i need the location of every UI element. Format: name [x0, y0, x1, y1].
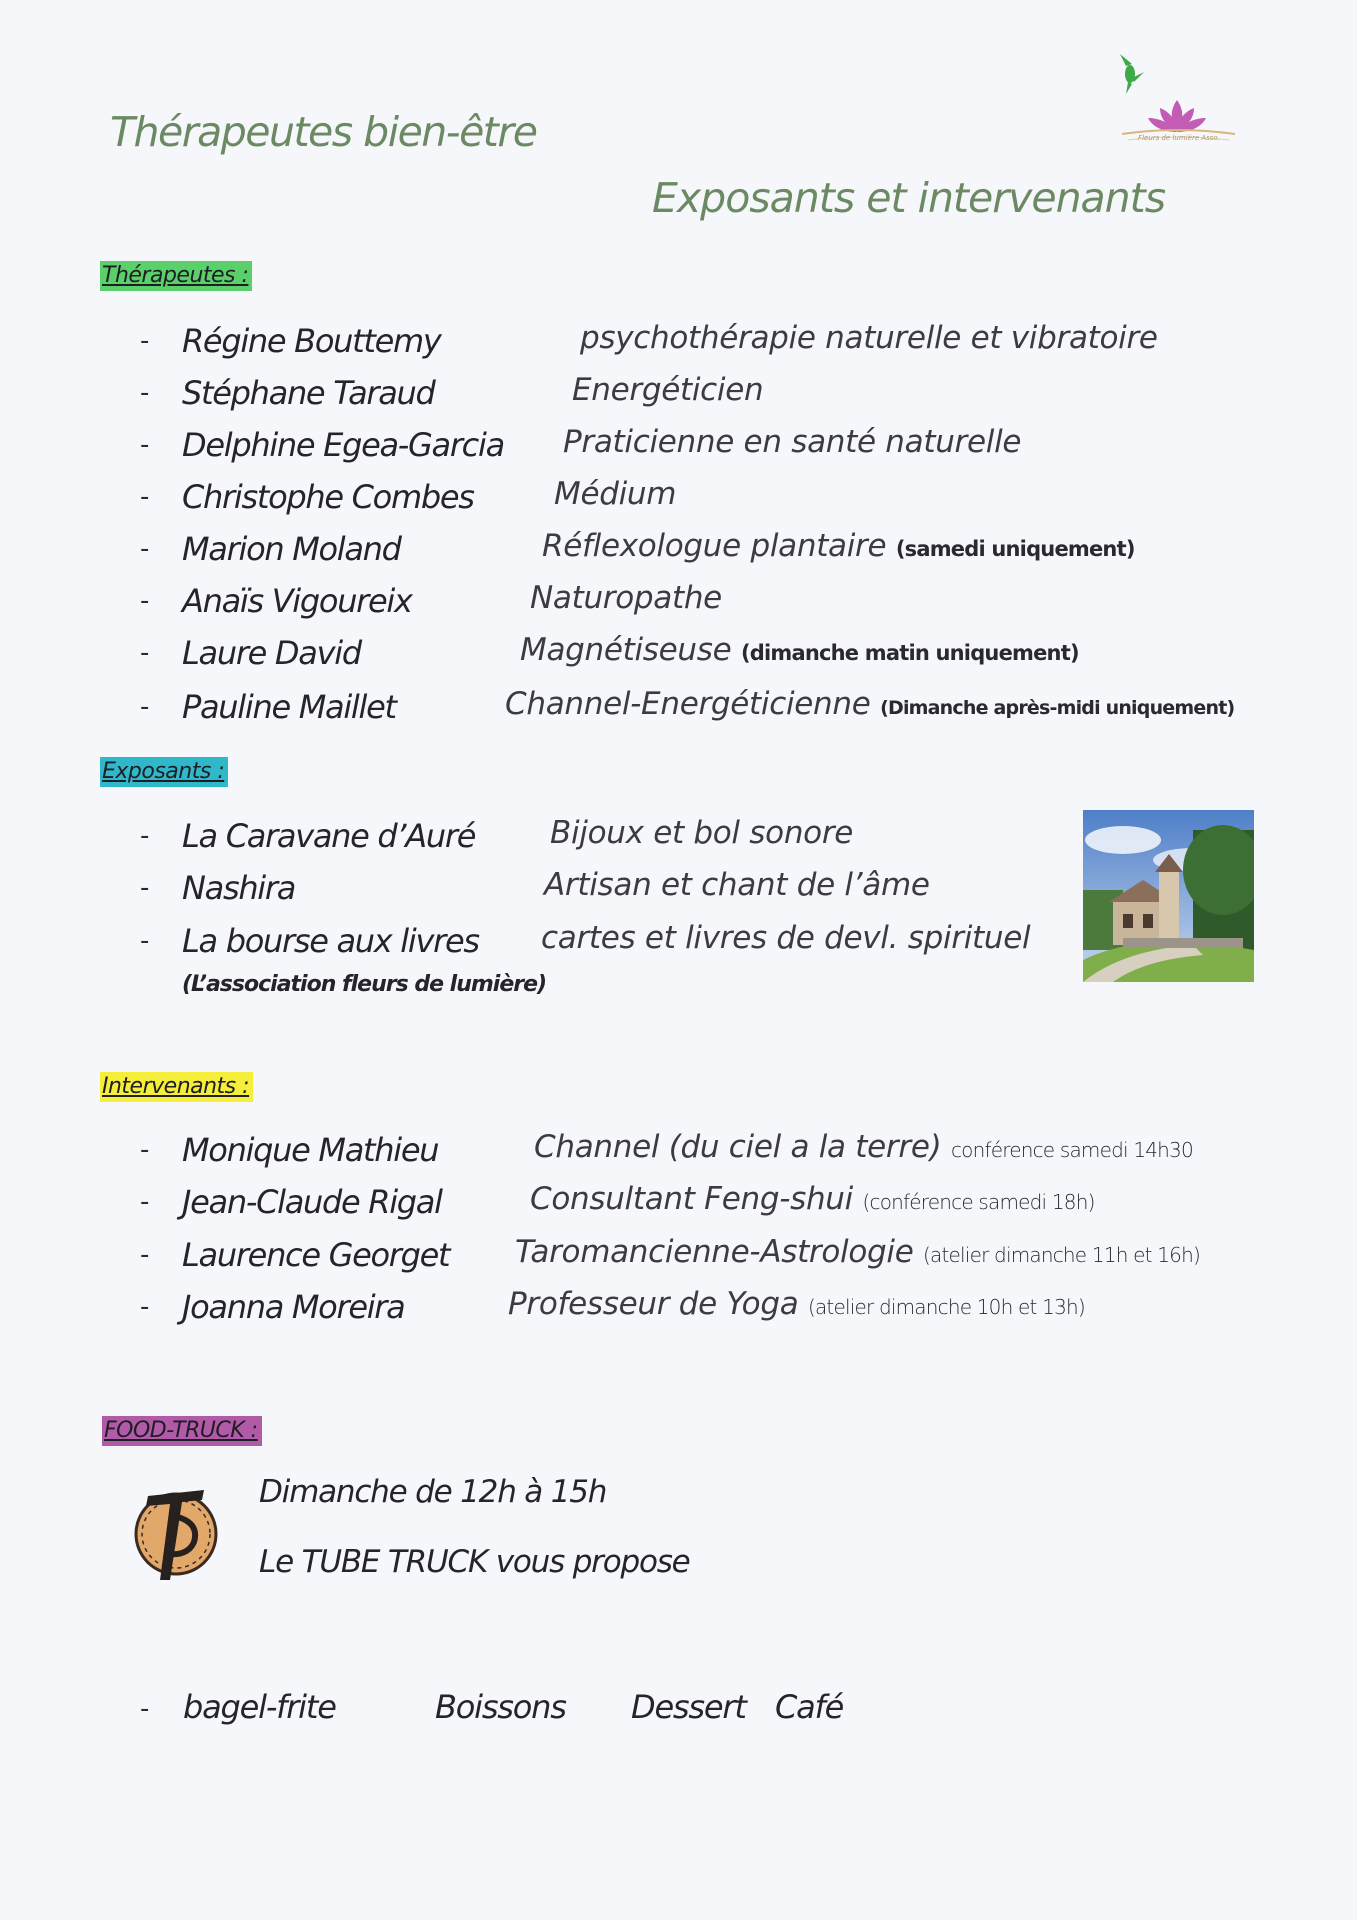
- list-bullet: -: [140, 1135, 150, 1165]
- intervenant-name: Monique Mathieu: [182, 1131, 439, 1169]
- section-label-intervenants: Intervenants :: [100, 1072, 253, 1102]
- association-logo: [1110, 48, 1245, 148]
- intervenant-note: (conférence samedi 18h): [862, 1190, 1095, 1214]
- therapeute-role: psychothérapie naturelle et vibratoire: [580, 320, 1158, 356]
- list-bullet: -: [140, 638, 150, 668]
- logo-text: Fleurs de lumière Asso.: [1138, 134, 1220, 142]
- section-label-exposants: Exposants :: [100, 757, 228, 787]
- therapeute-note: (samedi uniquement): [895, 537, 1135, 561]
- food-item: Dessert: [631, 1688, 746, 1726]
- therapeute-role: Channel-Energéticienne (Dimanche après-midi uniquement): [505, 686, 1235, 722]
- food-item: bagel-frite: [183, 1688, 336, 1726]
- list-bullet: -: [140, 926, 150, 956]
- therapeute-role: Médium: [554, 476, 677, 512]
- exposant-sub-note: (L’association fleurs de lumière): [182, 972, 547, 997]
- lotus-icon: [1110, 48, 1245, 148]
- therapeute-role: Magnétiseuse (dimanche matin uniquement): [520, 632, 1079, 668]
- intervenant-role: Taromancienne-Astrologie (atelier dimanche 11h et 16h): [515, 1234, 1200, 1270]
- intervenant-role: Channel (du ciel a la terre) conférence samedi 14h30: [534, 1129, 1193, 1165]
- list-bullet: -: [140, 1292, 150, 1322]
- food-intro: Le TUBE TRUCK vous propose: [259, 1544, 690, 1580]
- intervenant-name: Laurence Georget: [182, 1236, 450, 1274]
- intervenant-name: Jean-Claude Rigal: [182, 1183, 442, 1221]
- intervenant-note: conférence samedi 14h30: [950, 1138, 1193, 1162]
- page-title: Thérapeutes bien-être: [110, 108, 537, 156]
- list-bullet: -: [140, 586, 150, 616]
- venue-photo: [1083, 810, 1254, 982]
- list-bullet: -: [140, 430, 150, 460]
- therapeute-name: Christophe Combes: [182, 478, 474, 516]
- therapeute-role: Energéticien: [572, 372, 764, 408]
- list-bullet: -: [140, 1694, 150, 1724]
- exposant-name: Nashira: [182, 869, 296, 907]
- therapeute-note: (Dimanche après-midi uniquement): [880, 697, 1235, 719]
- food-schedule: Dimanche de 12h à 15h: [259, 1474, 607, 1510]
- section-label-therapeutes: Thérapeutes :: [100, 261, 252, 291]
- therapeute-name: Laure David: [182, 634, 361, 672]
- section-label-foodtruck: FOOD-TRUCK :: [102, 1416, 262, 1446]
- list-bullet: -: [140, 692, 150, 722]
- list-bullet: -: [140, 1187, 150, 1217]
- therapeute-note: (dimanche matin uniquement): [740, 641, 1079, 665]
- chateau-image: [1083, 810, 1254, 982]
- hummingbird-icon: [1120, 54, 1144, 94]
- list-bullet: -: [140, 534, 150, 564]
- exposant-role: Artisan et chant de l’âme: [544, 867, 930, 903]
- tube-truck-icon: [130, 1476, 226, 1586]
- therapeute-name: Régine Bouttemy: [182, 322, 441, 360]
- therapeute-name: Stéphane Taraud: [182, 374, 435, 412]
- list-bullet: -: [140, 326, 150, 356]
- therapeute-role: Réflexologue plantaire (samedi uniquement): [542, 528, 1135, 564]
- list-bullet: -: [140, 1240, 150, 1270]
- intervenant-name: Joanna Moreira: [182, 1288, 405, 1326]
- food-item: Boissons: [435, 1688, 566, 1726]
- therapeute-role: Naturopathe: [530, 580, 722, 616]
- food-item: Café: [775, 1688, 844, 1726]
- intervenant-note: (atelier dimanche 11h et 16h): [923, 1243, 1200, 1267]
- tube-truck-logo: [130, 1476, 226, 1586]
- list-bullet: -: [140, 873, 150, 903]
- therapeute-role: Praticienne en santé naturelle: [563, 424, 1022, 460]
- page-subtitle: Exposants et intervenants: [652, 174, 1166, 222]
- therapeute-name: Pauline Maillet: [182, 688, 396, 726]
- exposant-name: La bourse aux livres: [182, 922, 479, 960]
- exposant-role: Bijoux et bol sonore: [550, 815, 854, 851]
- intervenant-role: Professeur de Yoga (atelier dimanche 10h et 13h): [508, 1286, 1085, 1322]
- list-bullet: -: [140, 378, 150, 408]
- therapeute-name: Delphine Egea-Garcia: [182, 426, 504, 464]
- intervenant-role: Consultant Feng-shui (conférence samedi 18h): [530, 1181, 1095, 1217]
- list-bullet: -: [140, 482, 150, 512]
- exposant-name: La Caravane d’Auré: [182, 817, 476, 855]
- exposant-role: cartes et livres de devl. spirituel: [541, 920, 1031, 956]
- list-bullet: -: [140, 821, 150, 851]
- therapeute-name: Anaïs Vigoureix: [182, 582, 412, 620]
- intervenant-note: (atelier dimanche 10h et 13h): [807, 1295, 1085, 1319]
- therapeute-name: Marion Moland: [182, 530, 401, 568]
